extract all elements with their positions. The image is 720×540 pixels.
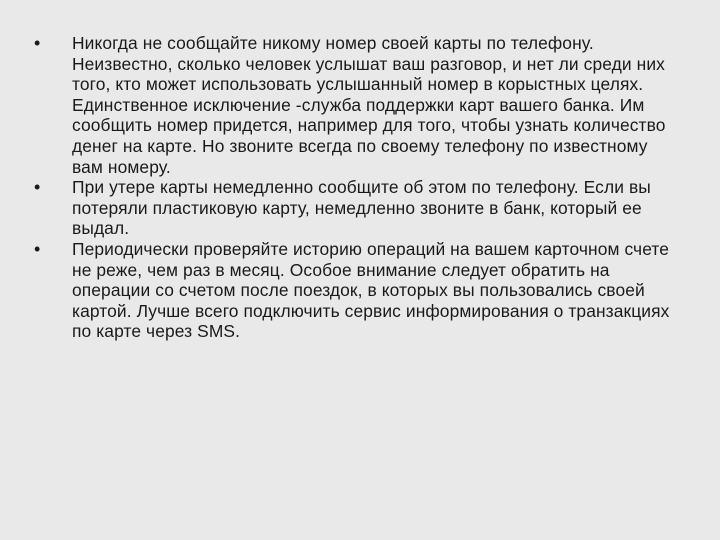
bullet-icon: • — [34, 238, 41, 259]
bullet-list — [34, 33, 680, 342]
list-item-text: Никогда не сообщайте никому номер своей карты по телефону. Неизвестно, сколько человек услышат ваш разговор, и нет ли среди них того, кто может использовать услышанный номер в корыстных целях. Единственное исключение -служба поддержки карт вашего банка. Им сообщить номер придется, например для того, чтобы узнать количество денег на карте. Но звоните всегда по своему телефону по известному вам номеру. — [72, 33, 666, 177]
list-item-lost-card — [34, 177, 680, 239]
list-item-check-history — [34, 239, 680, 342]
list-item-text: При утере карты немедленно сообщите об этом по телефону. Если вы потеряли пластиковую карту, немедленно звоните в банк, который ее выдал. — [72, 177, 651, 239]
bullet-icon: • — [34, 177, 41, 198]
list-item-card-number-secrecy — [34, 33, 680, 177]
bullet-icon: • — [34, 33, 41, 53]
list-item-text: Периодически проверяйте историю операций на вашем карточном счете не реже, чем раз в месяц. Особое внимание следует обратить на операции со счетом после поездок, в которых вы пользовались своей картой. Лучше всего подключить сервис информирования о транзакциях по карте через SMS. — [72, 238, 670, 342]
